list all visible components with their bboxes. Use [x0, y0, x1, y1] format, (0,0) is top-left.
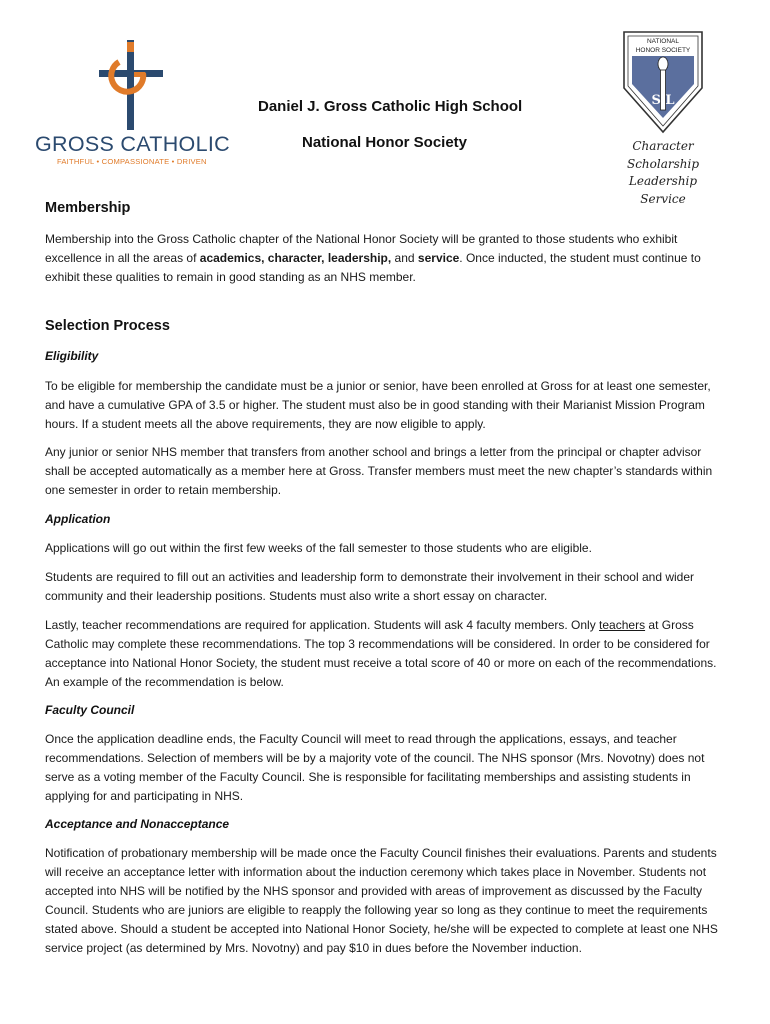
selection-heading: Selection Process	[45, 318, 170, 334]
motto-character: Character	[632, 139, 694, 153]
school-title: Daniel J. Gross Catholic High School	[258, 98, 523, 115]
application-paragraph-2: Students are required to fill out an activities and leadership form to demonstrate their involvement in their school and wider community and their leadership positions. Students must also write a short essay on character.	[45, 570, 695, 603]
motto-service: Service	[640, 191, 686, 206]
nhs-ring-bottom: HONOR SOCIETY	[635, 47, 691, 54]
motto-leadership: Leadership	[628, 174, 698, 188]
motto-scholarship: Scholarship	[626, 156, 700, 171]
acceptance-paragraph: Notification of probationary membership will be made once the Faculty Council finishes their evaluations. Parents and students will receive an acceptance letter with information about the induction ceremony which takes place in November. Students not accepted into NHS will be notified by the NHS sponsor and provided with areas of improvement as discussed by the Faculty Council. Students who are juniors are eligible to reapply the following year so long as they continue to meet the requirements stated above. Should a student be accepted into National Honor Society, he/she will be expected to complete at least one NHS service project (as determined by Mrs. Novotny) and pay $10 in dues before the November induction.	[45, 846, 718, 955]
acceptance-heading: Acceptance and Nonacceptance	[45, 817, 230, 831]
torch-shield-icon	[618, 28, 708, 138]
school-wordmark: GROSS CATHOLIC	[35, 132, 230, 156]
eligibility-paragraph-1: To be eligible for membership the candidate must be a junior or senior, have been enrolled at Gross for at least one semester, and have a cumulative GPA of 3.5 or higher. The student must also be in good standing with their Marianist Mission Program hours. If a student meets all the above requirements, they are now eligible to apply.	[45, 379, 711, 431]
eligibility-heading: Eligibility	[45, 349, 99, 363]
application-paragraph-1: Applications will go out within the first few weeks of the fall semester to those students who are eligible.	[45, 541, 592, 555]
membership-paragraph: Membership into the Gross Catholic chapter of the National Honor Society will be granted to those students who exhibit excellence in all the areas of academics, character, leadership, and service. Once inducted, the student must continue to exhibit these qualities to remain in good standing as an NHS member.	[45, 232, 701, 284]
membership-heading: Membership	[45, 200, 131, 216]
faculty-council-paragraph: Once the application deadline ends, the Faculty Council will meet to read through the applications, essays, and teacher recommendations. Selection of members will be by a majority vote of the council. The NHS sponsor (Mrs. Novotny) does not serve as a voting member of the Faculty Council. She is responsible for facilitating memberships and assisting students in applying for and participating in NHS.	[45, 732, 705, 803]
gross-catholic-logo	[35, 40, 230, 170]
faculty-council-heading: Faculty Council	[45, 703, 135, 717]
nhs-ring-top: NATIONAL	[646, 38, 680, 45]
society-title: National Honor Society	[302, 134, 468, 151]
nhs-letters: S L	[651, 93, 675, 108]
cross-icon	[97, 40, 165, 130]
application-heading: Application	[45, 512, 111, 526]
nhs-emblem	[618, 28, 706, 208]
eligibility-paragraph-2: Any junior or senior NHS member that transfers from another school and brings a letter from the principal or chapter advisor shall be accepted automatically as a member here at Gross. Transfer members must meet the new chapter’s standards within one semester in order to retain membership.	[45, 445, 713, 497]
nhs-motto	[618, 138, 708, 208]
school-tagline: FAITHFUL • COMPASSIONATE • DRIVEN	[57, 157, 207, 166]
application-paragraph-3: Lastly, teacher recommendations are required for application. Students will ask 4 faculty members. Only teachers at Gross Catholic may complete these recommendations. The top 3 recommendations will be considered. In order to be considered for acceptance into National Honor Society, the student must receive a total score of 40 or more on each of the recommendations. An example of the recommendation is below.	[45, 618, 717, 689]
